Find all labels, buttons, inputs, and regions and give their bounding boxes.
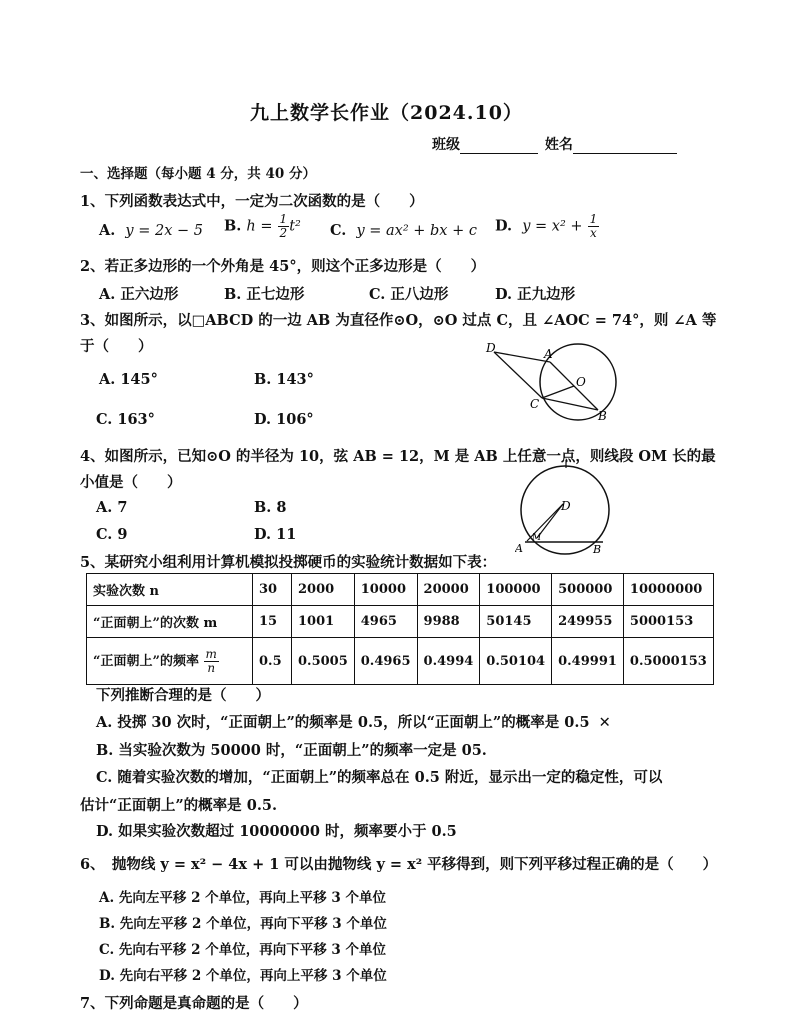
question-3-stem-line1: 3、如图所示，以□ABCD 的一边 AB 为直径作⊙O，⊙O 过点 C，且 ∠AOC = 74°，则 ∠A 等: [80, 312, 717, 329]
q4-label-o: D: [561, 499, 571, 513]
q3-option-d: D. 106°: [254, 411, 314, 428]
table-cell: “正面朝上”的次数 m: [87, 606, 253, 638]
q1-option-c: C. y = ax² + bx + c: [330, 222, 477, 239]
table-row: [87, 638, 714, 685]
table-cell: “正面朝上”的频率 $\frac{m}{n}$: [87, 638, 253, 685]
table-cell: 0.5005: [292, 638, 355, 685]
q2-option-d: D. 正九边形: [495, 286, 576, 303]
table-cell: 50145: [480, 606, 552, 638]
q5-option-c-line2: 估计“正面朝上”的概率是 0.5.: [80, 797, 278, 814]
table-cell: 0.50104: [480, 638, 552, 685]
q3-label-b: B: [598, 409, 607, 423]
question-2-stem: 2、若正多边形的一个外角是 45°，则这个正多边形是（ ）: [80, 258, 486, 275]
table-cell: 10000000: [623, 574, 713, 606]
question-3-stem-line2: 于（ ）: [80, 338, 153, 355]
table-cell: 30: [253, 574, 292, 606]
table-cell: 0.5: [253, 638, 292, 685]
q3-option-b: B. 143°: [254, 371, 314, 388]
section-heading: 一、选择题（每小题 4 分，共 40 分）: [80, 166, 316, 182]
q6-option-b: B. 先向左平移 2 个单位，再向下平移 3 个单位: [99, 916, 387, 932]
question-6-stem: 6、 抛物线 y = x² − 4x + 1 可以由抛物线 y = x² 平移得到，则下列平移过程正确的是（ ）: [80, 856, 718, 873]
q1-d-fraction: $\frac{1}{x}$: [589, 212, 598, 240]
student-info: [432, 134, 677, 154]
q3-figure: [480, 340, 630, 430]
question-4-stem-line1: 4、如图所示，已知⊙O 的半径为 10，弦 AB = 12，M 是 AB 上任意一点，则线段 OM 长的最: [80, 448, 716, 465]
q4-label-b: B: [593, 543, 602, 556]
table-cell: 9988: [417, 606, 480, 638]
name-field[interactable]: [573, 138, 677, 154]
class-field[interactable]: [460, 138, 538, 154]
q1-option-d: D. y = x² + $\frac{1}{x}$: [495, 212, 598, 240]
table-cell: 15: [253, 606, 292, 638]
q5-option-b: B. 当实验次数为 50000 时，“正面朝上”的频率一定是 05.: [96, 742, 487, 759]
table-cell: 0.4965: [354, 638, 417, 685]
table-cell: 4965: [354, 606, 417, 638]
table-cell: 2000: [292, 574, 355, 606]
q3-label-c: C: [530, 397, 540, 411]
question-7-stem: 7、下列命题是真命题的是（ ）: [80, 995, 308, 1012]
question-5-stem: 5、某研究小组利用计算机模拟投掷硬币的实验统计数据如下表：: [80, 554, 497, 571]
q2-option-b: B. 正七边形: [224, 286, 305, 303]
q4-option-b: B. 8: [254, 499, 287, 516]
q3-option-c: C. 163°: [96, 411, 155, 428]
q5-option-c-line1: C. 随着实验次数的增加，“正面朝上”的频率总在 0.5 附近，显示出一定的稳定性，可以: [96, 769, 663, 786]
question-1-stem: 1、下列函数表达式中，一定为二次函数的是（ ）: [80, 193, 424, 210]
question-4-stem-line2: 小值是（ ）: [80, 474, 182, 491]
table-cell: 10000: [354, 574, 417, 606]
table-cell: 0.5000153: [623, 638, 713, 685]
q6-option-c: C. 先向右平移 2 个单位，再向下平移 3 个单位: [99, 942, 386, 958]
table-cell: 249955: [552, 606, 624, 638]
table-cell: 5000153: [623, 606, 713, 638]
q1-option-b: B. h = $\frac{1}{2}$ t²: [224, 212, 301, 240]
q6-option-a: A. 先向左平移 2 个单位，再向上平移 3 个单位: [99, 890, 386, 906]
q4-label-a: A: [515, 542, 523, 555]
q4-option-c: C. 9: [96, 526, 128, 543]
q2-option-a: A. 正六边形: [99, 286, 179, 303]
table-cell: 1001: [292, 606, 355, 638]
q4-label-m: M: [532, 533, 542, 543]
table-cell: 500000: [552, 574, 624, 606]
frequency-fraction: $\frac{m}{n}$: [205, 646, 217, 675]
q6-option-d: D. 先向右平移 2 个单位，再向上平移 3 个单位: [99, 968, 387, 984]
q4-option-d: D. 11: [254, 526, 297, 543]
q4-option-a: A. 7: [96, 499, 128, 516]
experiment-table: [86, 573, 714, 685]
handwritten-cross-mark: ✕: [598, 715, 611, 731]
q3-label-d: D: [486, 341, 496, 355]
table-cell: 0.4994: [417, 638, 480, 685]
q3-option-a: A. 145°: [99, 371, 158, 388]
q5-option-a: A. 投掷 30 次时，“正面朝上”的频率是 0.5，所以“正面朝上”的概率是 0.5 ✕: [96, 714, 611, 731]
q3-label-a: A: [544, 347, 553, 361]
table-cell: 0.49991: [552, 638, 624, 685]
q3-label-o: O: [576, 375, 586, 389]
table-cell: 20000: [417, 574, 480, 606]
name-label: 姓名: [544, 137, 573, 153]
table-cell: 100000: [480, 574, 552, 606]
q1-option-a: A. y = 2x − 5: [99, 222, 203, 239]
page-title: 九上数学长作业（2024.10）: [250, 102, 523, 124]
q1-b-fraction: $\frac{1}{2}$: [279, 212, 288, 240]
q5-prompt: 下列推断合理的是（ ）: [96, 687, 270, 704]
q3-segment-oc: [542, 386, 574, 398]
table-row: [87, 574, 714, 606]
class-label: 班级: [432, 137, 460, 153]
table-row: [87, 606, 714, 638]
q2-option-c: C. 正八边形: [369, 286, 449, 303]
q5-option-d: D. 如果实验次数超过 10000000 时，频率要小于 0.5: [96, 823, 457, 840]
q4-figure: [515, 458, 615, 558]
table-cell: 实验次数 n: [87, 574, 253, 606]
